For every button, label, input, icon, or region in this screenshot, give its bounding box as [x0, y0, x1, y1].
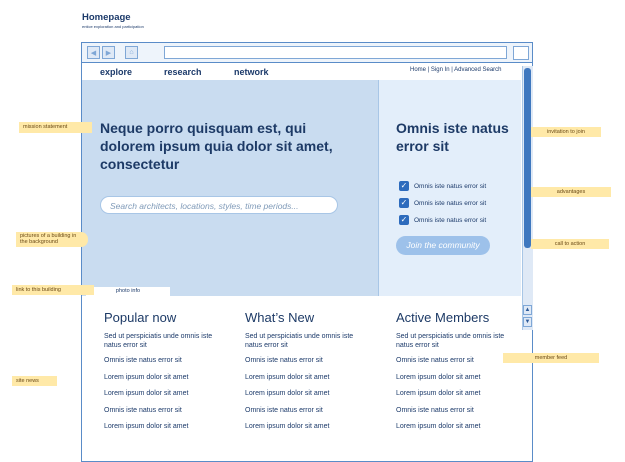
nav-research[interactable]: research [164, 67, 202, 77]
search-input[interactable]: Search architects, locations, styles, time periods... [100, 196, 338, 214]
checkbox-icon: ✓ [400, 215, 408, 224]
nav-explore[interactable]: explore [100, 67, 133, 77]
browser-toolbar [82, 43, 532, 63]
annotation-mission: mission statement [19, 122, 92, 133]
list-item[interactable]: Omnis iste natus error sit [396, 407, 474, 414]
list-item[interactable]: Sed ut perspiciatis unde omnis iste natus error sit [245, 333, 354, 349]
advantage-item: ✓ Omnis iste natus error sit [400, 215, 487, 224]
list-item[interactable]: Lorem ipsum dolor sit amet [104, 374, 189, 381]
list-item[interactable]: Sed ut perspiciatis unde omnis iste natus error sit [396, 333, 505, 349]
list-item[interactable]: Lorem ipsum dolor sit amet [245, 390, 330, 397]
browser-search-box[interactable] [513, 46, 529, 60]
advantage-item: ✓ Omnis iste natus error sit [400, 181, 487, 190]
list-item[interactable]: Lorem ipsum dolor sit amet [104, 390, 189, 397]
page-title: Homepage [82, 12, 131, 23]
annotation-site-news: site news [12, 376, 57, 386]
annotation-cta: call to action [531, 239, 609, 249]
page-subtitle: entice exploration and participation [82, 24, 144, 29]
list-item[interactable]: Sed ut perspiciatis unde omnis iste natus error sit [104, 333, 213, 349]
scroll-up-icon[interactable]: ▲ [524, 307, 531, 313]
list-item[interactable]: Omnis iste natus error sit [104, 357, 182, 364]
hero-banner [82, 80, 378, 296]
url-bar[interactable] [164, 46, 507, 59]
scroll-down-icon[interactable]: ▼ [524, 319, 531, 325]
list-item[interactable]: Omnis iste natus error sit [396, 357, 474, 364]
active-members-heading: Active Members [396, 310, 490, 325]
list-item[interactable]: Lorem ipsum dolor sit amet [396, 374, 481, 381]
annotation-link: link to this building [12, 285, 94, 295]
utility-links[interactable]: Home | Sign In | Advanced Search [410, 67, 502, 73]
list-item[interactable]: Lorem ipsum dolor sit amet [104, 423, 189, 430]
list-item[interactable]: Omnis iste natus error sit [245, 407, 323, 414]
list-item[interactable]: Lorem ipsum dolor sit amet [245, 374, 330, 381]
checkbox-icon: ✓ [400, 181, 408, 190]
whats-new-heading: What’s New [245, 310, 315, 325]
popular-now-heading: Popular now [104, 310, 177, 325]
list-item[interactable]: Lorem ipsum dolor sit amet [245, 423, 330, 430]
back-arrow-icon[interactable]: ◀ [87, 46, 100, 59]
list-item[interactable]: Lorem ipsum dolor sit amet [396, 390, 481, 397]
annotation-pictures: pictures of a building in the background [16, 232, 88, 247]
home-icon[interactable]: ⌂ [125, 46, 138, 59]
forward-arrow-icon[interactable]: ▶ [102, 46, 115, 59]
list-item[interactable]: Omnis iste natus error sit [104, 407, 182, 414]
join-community-button[interactable]: Join the community [396, 236, 490, 255]
list-item[interactable]: Omnis iste natus error sit [245, 357, 323, 364]
annotation-member-feed: member feed [503, 353, 599, 363]
list-item[interactable]: Lorem ipsum dolor sit amet [396, 423, 481, 430]
nav-network[interactable]: network [234, 67, 269, 77]
annotation-invitation: invitation to join [531, 127, 601, 137]
annotation-advantages: advantages [531, 187, 611, 197]
checkbox-icon: ✓ [400, 198, 408, 207]
invite-heading: Omnis iste natus error sit [396, 120, 509, 154]
advantage-item: ✓ Omnis iste natus error sit [400, 198, 487, 207]
scrollbar-thumb[interactable] [524, 68, 531, 248]
mission-statement: Neque porro quisquam est, qui dolorem ipsum quia dolor sit amet, consectetur [100, 120, 333, 172]
photo-info-link[interactable]: photo info [86, 287, 170, 296]
